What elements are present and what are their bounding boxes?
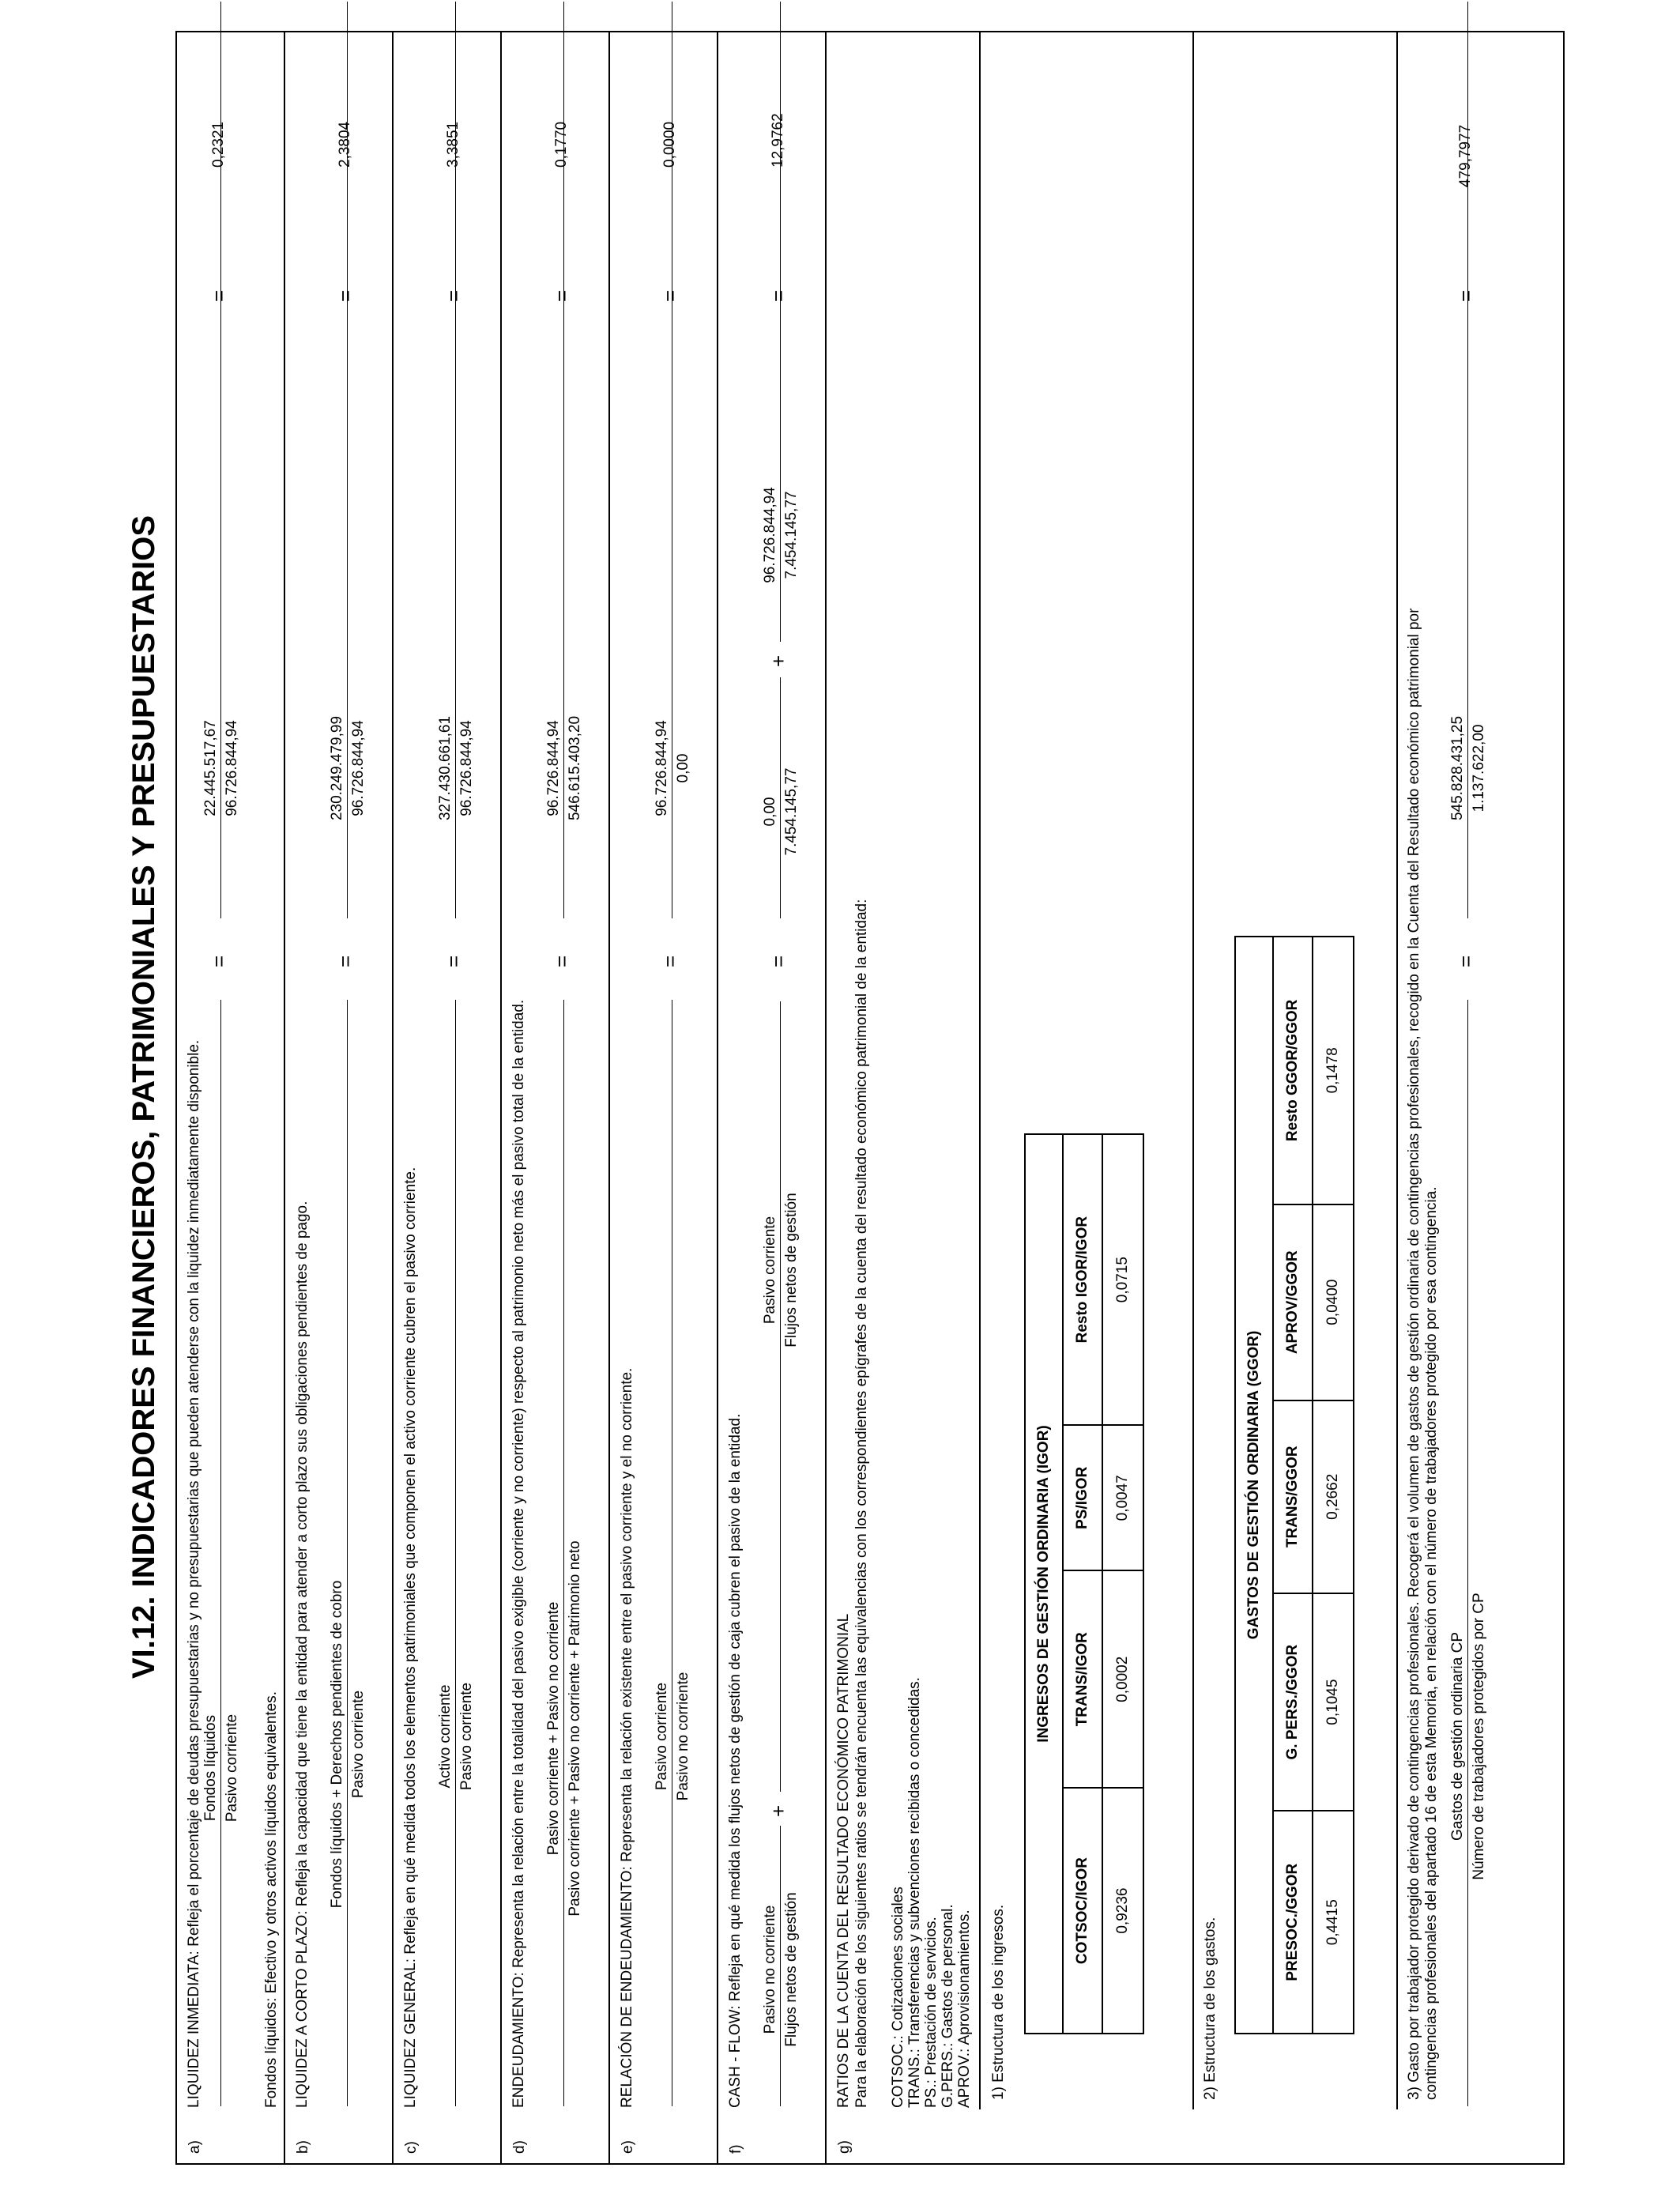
numerator-value: 96.726.844,94 — [654, 720, 670, 816]
equals-sign: = — [442, 955, 465, 967]
section-cash-flow — [718, 32, 827, 2163]
section-note: Fondos líquidos: Efectivo y otros activos líquidos equivalentes. — [263, 1691, 280, 2108]
section-description: LIQUIDEZ A CORTO PLAZO: Refleja la capacidad que tiene la entidad para atender a corto plazo sus obligaciones pendientes de pago. — [294, 1201, 311, 2108]
ratio-result: 0,0000 — [661, 121, 678, 168]
plus-sign: + — [767, 654, 790, 667]
legend-item: G.PERS.: Gastos de personal. — [940, 1904, 956, 2108]
numerator-label: Activo corriente — [437, 1684, 454, 1789]
section-liquidez-inmediata — [177, 32, 285, 2163]
ratio-result: 12,9762 — [770, 113, 786, 168]
column-header: COTSOC/IGOR — [1063, 1788, 1102, 2034]
section-letter: b) — [295, 2140, 311, 2154]
denominator-value: 0,00 — [675, 753, 691, 783]
denominator-label: Flujos netos de gestión — [783, 1193, 800, 1348]
fraction-line — [347, 1000, 348, 2106]
denominator-value: 96.726.844,94 — [224, 720, 240, 816]
numerator-label: Fondos líquidos — [202, 1714, 219, 1822]
section-letter: d) — [511, 2140, 528, 2154]
fraction-line — [780, 1001, 781, 1792]
section-relacion-endeudamiento — [610, 32, 718, 2163]
denominator-label: Número de trabajadores protegidos por CP — [1471, 1593, 1487, 1880]
section-letter: a) — [186, 2140, 203, 2154]
page-title: VI.12. INDICADORES FINANCIEROS, PATRIMONIALES Y PRESUPUESTARIOS — [126, 515, 161, 1679]
equals-sign: = — [207, 289, 231, 302]
numerator-value: 96.726.844,94 — [762, 487, 778, 583]
denominator-label: Pasivo corriente + Pasivo no corriente + Patrimonio neto — [567, 1540, 583, 1917]
ratio-result: 3,3851 — [445, 121, 461, 168]
ingresos-block — [979, 31, 1194, 2109]
table-cell: 0,1478 — [1313, 937, 1354, 1204]
indicators-frame — [175, 31, 1565, 2165]
fraction-line — [455, 1000, 456, 2106]
denominator-value: 7.454.145,77 — [783, 491, 800, 579]
section-description: LIQUIDEZ GENERAL: Refleja en qué medida todos los elementos patrimoniales que componen el activo corriente cubren el pasivo corriente. — [402, 1167, 419, 2108]
ingresos-table — [1024, 1133, 1144, 2034]
equals-sign: = — [550, 289, 574, 302]
numerator-value: 0,00 — [762, 797, 778, 827]
table-cell: 0,4415 — [1313, 1811, 1354, 2034]
legend-item: PS.: Prestación de servicios. — [923, 1917, 940, 2108]
section-letter: g) — [836, 2140, 853, 2154]
denominator-label: Pasivo corriente — [224, 1713, 240, 1823]
denominator-label: Pasivo no corriente — [675, 1672, 691, 1801]
equals-sign: = — [442, 289, 465, 302]
column-header: TRANS/GGOR — [1273, 1400, 1313, 1593]
section-liquidez-corto-plazo — [285, 32, 394, 2163]
numerator-value: 230.249.479,99 — [329, 715, 345, 821]
denominator-value: 96.726.844,94 — [458, 720, 475, 816]
ratio-result: 0,1770 — [553, 121, 570, 168]
table-cell: 0,1045 — [1313, 1593, 1354, 1811]
section-description: LIQUIDEZ INMEDIATA: Refleja el porcentaje de deudas presupuestarias y no presupuestarias que pueden atenderse con la liquidez inmediatamente disponible. — [186, 1039, 202, 2108]
equals-sign: = — [1454, 289, 1478, 302]
equals-sign: = — [767, 955, 790, 967]
column-header: APROV/GGOR — [1273, 1204, 1313, 1400]
denominator-label: Pasivo corriente — [458, 1682, 475, 1791]
column-header: Resto GGOR/GGOR — [1273, 937, 1313, 1204]
ratio-result: 479,7977 — [1457, 124, 1474, 187]
table-cell: 0,0715 — [1102, 1134, 1143, 1425]
table-caption: GASTOS DE GESTIÓN ORDINARIA (GGOR) — [1235, 937, 1273, 2034]
section-letter: f) — [728, 2144, 744, 2154]
numerator-label: Fondos líquidos + Derechos pendientes de cobro — [329, 1580, 345, 1909]
denominator-label: Flujos netos de gestión — [783, 1892, 800, 2047]
section-liquidez-general — [394, 32, 502, 2163]
table-cell: 0,0047 — [1102, 1425, 1143, 1570]
numerator-value: 96.726.844,94 — [545, 720, 562, 816]
section-endeudamiento — [502, 32, 610, 2163]
table-caption: INGRESOS DE GESTIÓN ORDINARIA (IGOR) — [1025, 1134, 1063, 2034]
equals-sign: = — [767, 289, 790, 302]
gastos-table — [1234, 936, 1354, 2034]
equals-sign: = — [658, 955, 682, 967]
legend-item: APROV.: Aprovisionamientos. — [956, 1909, 973, 2108]
numerator-label: Pasivo corriente + Pasivo no corriente — [545, 1601, 562, 1856]
section-description: ENDEUDAMIENTO: Representa la relación entre la totalidad del pasivo exigible (corriente y no corriente) respecto al patrimonio neto más el pasivo total de la entidad. — [510, 999, 527, 2108]
numerator-value: 327.430.661,61 — [437, 715, 454, 821]
subsection-label: 2) Estructura de los gastos. — [1202, 1917, 1219, 2100]
fraction-line — [780, 1826, 781, 2106]
column-header: G. PERS./GGOR — [1273, 1593, 1313, 1811]
gasto-cp-description: contingencias profesionales del apartado 16 de esta Memoria, en relación con el número de trabajadores protegido por esa contingencia. — [1423, 1186, 1440, 2100]
denominator-label: Pasivo corriente — [350, 1690, 367, 1799]
section-ratios-resultado — [827, 32, 1563, 2163]
equals-sign: = — [1454, 955, 1478, 967]
legend-item: TRANS.: Transferencias y subvenciones recibidas o concedidas. — [906, 1677, 923, 2108]
numerator-value: 545.828.431,25 — [1449, 715, 1466, 821]
gasto-cp-description: 3) Gasto por trabajador protegido derivado de contingencias profesionales. Recogerá el volumen de gastos de gestión ordinaria de contingencias profesionales, recogido en la Cuenta del Resultado económico patrimonial por — [1406, 608, 1422, 2100]
numerator-value: 22.445.517,67 — [202, 720, 219, 816]
fraction-line — [563, 1000, 564, 2106]
denominator-value: 1.137.622,00 — [1471, 724, 1487, 812]
fraction-line — [220, 1000, 221, 2106]
equals-sign: = — [333, 289, 357, 302]
legend-item: COTSOC.: Cotizaciones sociales — [890, 1887, 906, 2108]
section-letter: e) — [620, 2140, 636, 2154]
numerator-label: Gastos de gestión ordinaria CP — [1449, 1631, 1466, 1842]
numerator-label: Pasivo no corriente — [762, 1905, 778, 2034]
value-fraction-line — [780, 2, 781, 642]
column-header: PS/IGOR — [1063, 1425, 1102, 1570]
section-intro: Para la elaboración de los siguientes ratios se tendrán encuenta las equivalencias con los correspondientes epígrafes de la cuenta del resultado económico patrimonial de la entidad: — [853, 899, 870, 2108]
table-cell: 0,0400 — [1313, 1204, 1354, 1400]
denominator-value: 546.615.403,20 — [567, 715, 583, 821]
denominator-value: 7.454.145,77 — [783, 767, 800, 856]
column-header: PRESOC./GGOR — [1273, 1811, 1313, 2034]
fraction-line — [1467, 1000, 1468, 2106]
table-cell: 0,2662 — [1313, 1400, 1354, 1593]
value-fraction-line — [780, 677, 781, 918]
ratio-result: 0,2321 — [210, 121, 227, 168]
table-cell: 0,9236 — [1102, 1788, 1143, 2034]
equals-sign: = — [207, 955, 231, 967]
equals-sign: = — [550, 955, 574, 967]
numerator-label: Pasivo corriente — [762, 1216, 778, 1325]
section-description: RELACIÓN DE ENDEUDAMIENTO: Representa la relación existente entre el pasivo corriente y el no corriente. — [619, 1367, 635, 2108]
gastos-block — [1191, 31, 1398, 2109]
section-heading: RATIOS DE LA CUENTA DEL RESULTADO ECONÓMICO PATRIMONIAL — [835, 1613, 852, 2108]
numerator-label: Pasivo corriente — [654, 1682, 670, 1791]
subsection-label: 1) Estructura de los ingresos. — [990, 1904, 1007, 2100]
section-description: CASH - FLOW: Refleja en qué medida los flujos netos de gestión de caja cubren el pasivo de la entidad. — [727, 1413, 744, 2108]
section-letter: c) — [403, 2141, 420, 2154]
plus-sign: + — [767, 1804, 790, 1817]
denominator-value: 96.726.844,94 — [350, 720, 367, 816]
column-header: TRANS/IGOR — [1063, 1570, 1102, 1788]
equals-sign: = — [333, 955, 357, 967]
equals-sign: = — [658, 289, 682, 302]
column-header: Resto IGOR/IGOR — [1063, 1134, 1102, 1425]
table-cell: 0,0002 — [1102, 1570, 1143, 1788]
ratio-result: 2,3804 — [337, 121, 353, 168]
